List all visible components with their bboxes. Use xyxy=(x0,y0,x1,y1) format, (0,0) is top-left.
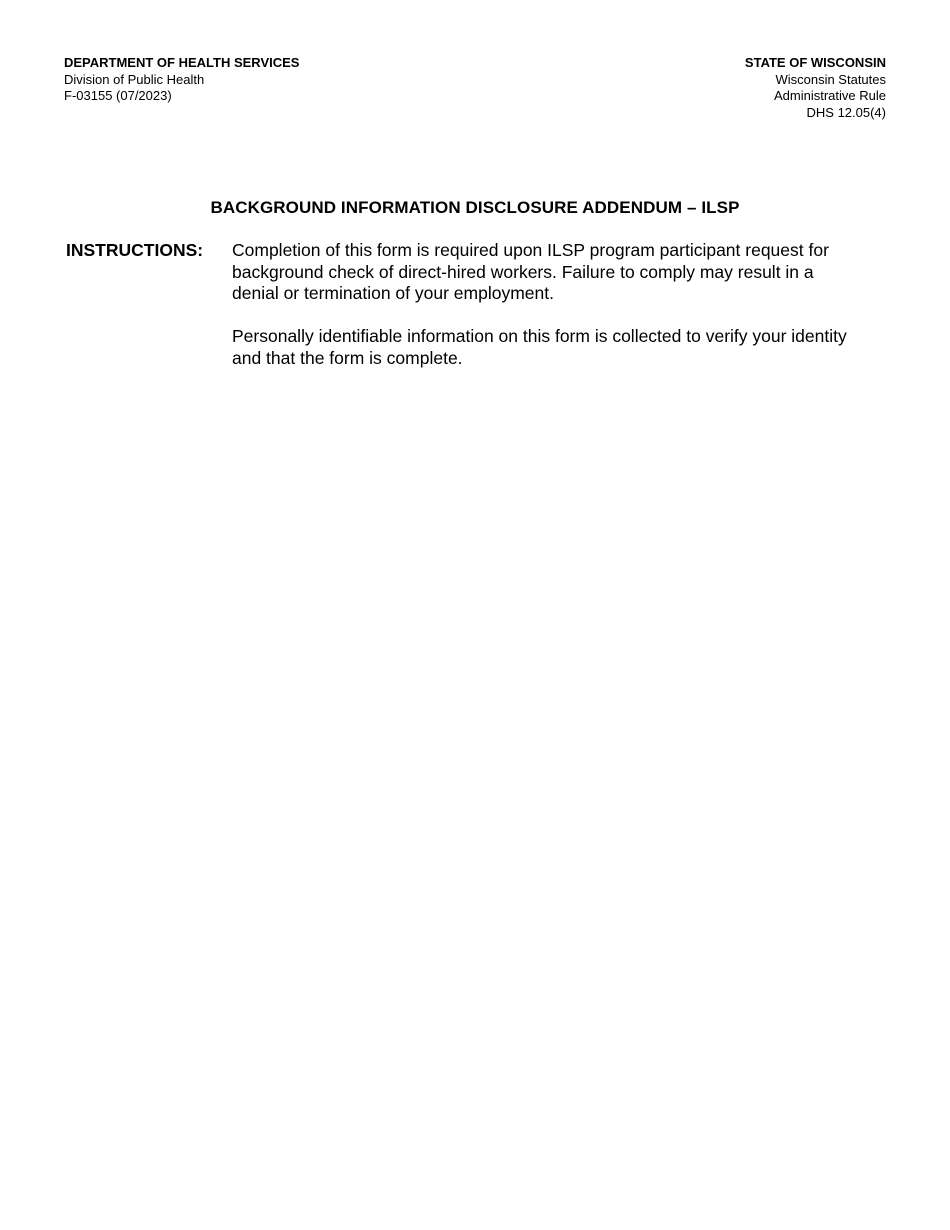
state-name: STATE OF WISCONSIN xyxy=(744,55,886,70)
rule-code: DHS 12.05(4) xyxy=(806,104,886,120)
instructions-line: Personally identifiable information on this form is collected to verify your identity xyxy=(232,326,847,346)
instructions-line: and that the form is complete. xyxy=(232,347,463,368)
instructions-body xyxy=(232,240,902,391)
instructions-paragraph xyxy=(232,326,902,369)
instructions-paragraph xyxy=(232,240,902,305)
instructions-line: Completion of this form is required upon ILSP program participant request for xyxy=(232,240,829,260)
instructions-line: background check of direct-hired workers. Failure to comply may result in a xyxy=(232,261,814,282)
instructions-line: denial or termination of your employment. xyxy=(232,283,554,303)
division-name: Division of Public Health xyxy=(64,71,205,87)
header-right xyxy=(745,55,886,121)
statutes-label: Wisconsin Statutes xyxy=(775,71,886,87)
form-number: F-03155 (07/2023) xyxy=(64,88,172,103)
header-left xyxy=(64,55,299,105)
instructions-label: INSTRUCTIONS: xyxy=(66,240,204,260)
document-title: BACKGROUND INFORMATION DISCLOSURE ADDENDUM – ILSP xyxy=(210,198,740,217)
department-name: DEPARTMENT OF HEALTH SERVICES xyxy=(64,55,300,70)
rule-label: Administrative Rule xyxy=(774,88,886,103)
